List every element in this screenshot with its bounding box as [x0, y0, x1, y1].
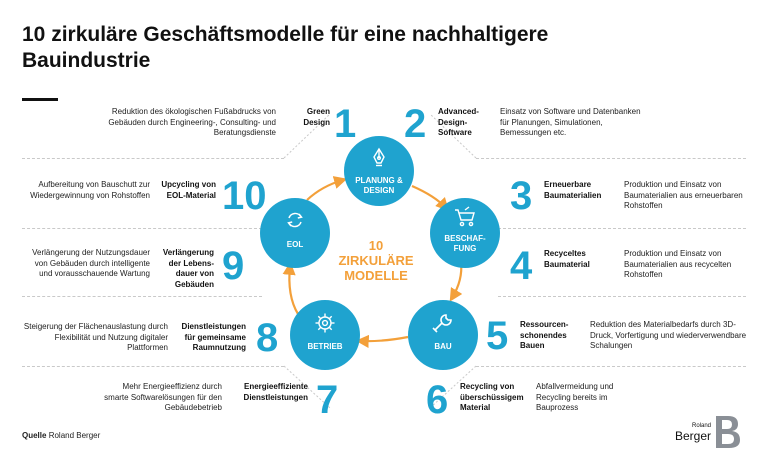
- model-1-number: 1: [334, 102, 357, 146]
- phase-label: PLANUNG & DESIGN: [355, 176, 403, 195]
- model-7-description: Mehr Energieeffizienz durch smarte Softwarelösungen für den Gebäudebetrieb: [104, 382, 222, 412]
- logo-small-text: Roland: [691, 423, 711, 429]
- source-note: [22, 431, 100, 440]
- model-7-label: Energieeffiziente Dienstleistungen: [243, 382, 308, 402]
- page-title: 10 zirkuläre Geschäftsmodelle für eine nachhaltigere Bauindustrie: [22, 23, 549, 72]
- phase-planung-design: [344, 136, 414, 206]
- recycle-icon: [284, 209, 306, 231]
- model-3-number: 3: [510, 174, 533, 218]
- phase-label: EOL: [286, 240, 304, 249]
- model-4-label: Recyceltes Baumaterial: [544, 249, 590, 269]
- pen-nib-icon: [368, 146, 390, 168]
- source-value: Roland Berger: [48, 431, 101, 440]
- model-6-description: Abfallvermeidung und Recycling bereits im Bauprozess: [536, 382, 614, 412]
- phase-bau: [408, 300, 478, 370]
- model-4-description: Produktion und Einsatz von Baumaterialien aus recycelten Rohstoffen: [624, 249, 732, 279]
- center-label-number: 10: [368, 238, 384, 253]
- phase-label: BESCHAF- FUNG: [444, 234, 486, 253]
- logo-big-text: Berger: [674, 429, 711, 443]
- model-1-label: Green Design: [303, 107, 330, 127]
- phase-beschaffung: [430, 198, 500, 268]
- roland-berger-logo-icon: [714, 414, 742, 450]
- model-9-number: 9: [222, 244, 245, 288]
- model-6-label: Recycling von überschüssigem Material: [460, 382, 524, 412]
- model-8-description: Steigerung der Flächenauslastung durch Flexibilität und Nutzung digitaler Plattformen: [23, 322, 168, 352]
- phase-betrieb: [290, 300, 360, 370]
- model-10-description: Aufbereitung von Bauschutt zur Wiedergewinnung von Rohstoffen: [30, 180, 150, 200]
- wrench-icon: [432, 312, 454, 334]
- model-2-description: Einsatz von Software und Datenbanken für Planungen, Simulationen, Bemessungen etc.: [500, 107, 641, 137]
- model-3-description: Produktion und Einsatz von Baumaterialien aus erneuerbaren Rohstoffen: [624, 180, 743, 210]
- center-label: [320, 238, 432, 283]
- model-10-number: 10: [222, 174, 267, 218]
- phase-label: BETRIEB: [307, 342, 343, 351]
- model-2-label: Advanced-Design-Software: [438, 107, 479, 137]
- model-7-number: 7: [316, 378, 339, 422]
- source-label: Quelle: [22, 431, 47, 440]
- model-5-label: Ressourcen-schonendes Bauen: [520, 320, 569, 350]
- phase-label: BAU: [434, 342, 452, 351]
- model-3-label: Erneuerbare Baumaterialien: [544, 180, 602, 200]
- model-8-number: 8: [256, 316, 279, 360]
- model-1-description: Reduktion des ökologischen Fußabdrucks von Gebäuden durch Engineering-, Consulting- und Beratungsdienste: [108, 107, 276, 137]
- model-4-number: 4: [510, 244, 533, 288]
- gear-icon: [314, 312, 336, 334]
- model-2-number: 2: [404, 102, 427, 146]
- model-10-label: Upcycling von EOL-Material: [161, 180, 216, 200]
- center-label-line3: MODELLE: [344, 268, 408, 283]
- cart-icon: [453, 206, 477, 228]
- logo-text: [671, 423, 711, 442]
- model-5-description: Reduktion des Materialbedarfs durch 3D-Druck, Vorfertigung und wiederverwendbare Schalungen: [590, 320, 747, 350]
- model-9-description: Verlängerung der Nutzungsdauer von Gebäuden durch intelligente und vorausschauende Wartung: [32, 248, 150, 278]
- model-5-number: 5: [486, 314, 509, 358]
- model-6-number: 6: [426, 378, 449, 422]
- model-9-label: Verlängerung der Lebens-dauer von Gebäuden: [162, 248, 214, 289]
- model-8-label: Dienstleistungen für gemeinsame Raumnutzung: [181, 322, 246, 352]
- center-label-line2: ZIRKULÄRE: [338, 253, 414, 268]
